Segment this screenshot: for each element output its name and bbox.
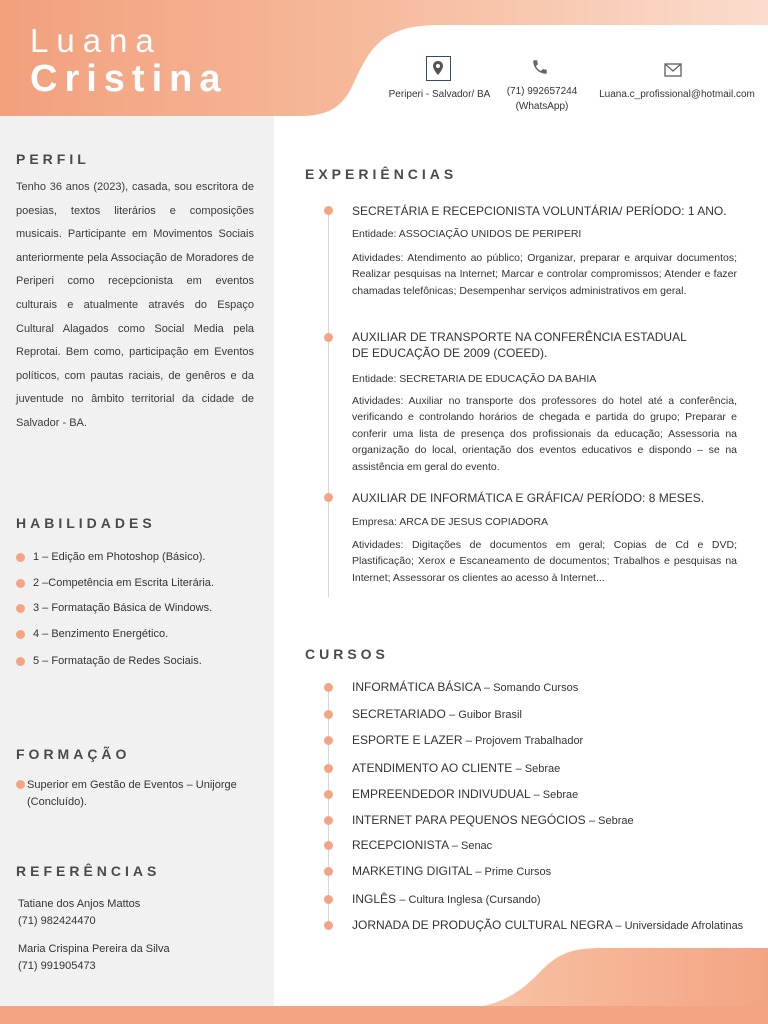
timeline-dot [324, 790, 333, 799]
habilidades-title: HABILIDADES [16, 515, 156, 531]
course-institution: – Universidade Afrolatinas [615, 920, 744, 932]
timeline-dot [324, 764, 333, 773]
course-name: JORNADA DE PRODUÇÃO CULTURAL NEGRA [352, 918, 613, 932]
course-item [352, 813, 634, 827]
course-institution: – Cultura Inglesa (Cursando) [399, 894, 541, 906]
experience-timeline [328, 211, 329, 597]
courses-timeline [328, 688, 329, 926]
course-institution: – Senac [451, 840, 493, 852]
location-pin-icon [426, 56, 451, 81]
course-name: INGLÊS [352, 892, 397, 906]
timeline-dot [324, 206, 333, 215]
course-institution: – Prime Cursos [475, 866, 552, 878]
course-item [352, 918, 743, 932]
perfil-text: Tenho 36 anos (2023), casada, sou escritora de poesias, textos literários e composições musicais. Participante em Movimentos Sociais anteriormente pela Associação de Moradores de Periperi como recepcionista em eventos culturais e atualmente através do Espaço Cultural Alagados como Social Media pela Reprotai. Bem como, participação em Eventos políticos, com pautas raciais, de genêros e da juventude no âmbito territorial da cidade de Salvador - BA. [16, 181, 254, 429]
experience-entity: Entidade: SECRETARIA DE EDUCAÇÃO DA BAHIA [352, 373, 597, 385]
timeline-dot [324, 921, 333, 930]
bullet-dot [16, 657, 25, 666]
envelope-icon [664, 63, 682, 82]
course-name: RECEPCIONISTA [352, 838, 449, 852]
course-institution: – Sebrae [533, 789, 579, 801]
course-institution: – Somando Cursos [484, 682, 579, 694]
timeline-dot [324, 841, 333, 850]
experiencias-title: EXPERIÊNCIAS [305, 166, 458, 182]
course-item [352, 707, 522, 721]
timeline-dot [324, 710, 333, 719]
location-text: Periperi - Salvador/ BA [388, 89, 491, 100]
course-name: SECRETARIADO [352, 707, 446, 721]
course-name: INTERNET PARA PEQUENOS NEGÓCIOS [352, 813, 586, 827]
course-institution: – Sebrae [515, 763, 561, 775]
phone-block [498, 84, 586, 114]
footer-bar [0, 1006, 768, 1024]
course-item [352, 892, 541, 906]
experience-entity: Entidade: ASSOCIAÇÃO UNIDOS DE PERIPERI [352, 228, 582, 240]
experience-title: AUXILIAR DE INFORMÁTICA E GRÁFICA/ PERÍODO: 8 MESES. [352, 491, 705, 505]
course-name: INFORMÁTICA BÁSICA [352, 680, 481, 694]
reference-item [18, 941, 170, 975]
skill-text: 5 – Formatação de Redes Sociais. [33, 655, 202, 667]
course-item [352, 761, 560, 775]
bullet-dot [16, 553, 25, 562]
course-institution: – Projovem Trabalhador [465, 735, 584, 747]
course-institution: – Sebrae [588, 815, 634, 827]
experience-title: AUXILIAR DE TRANSPORTE NA CONFERÊNCIA ESTADUAL DE EDUCAÇÃO DE 2009 (COEED). [352, 330, 687, 360]
formacao-title: FORMAÇÃO [16, 746, 131, 762]
formacao-line1: Superior em Gestão de Eventos – Unijorge [27, 779, 237, 791]
course-item [352, 733, 583, 747]
bullet-dot [16, 604, 25, 613]
timeline-dot [324, 683, 333, 692]
timeline-dot [324, 867, 333, 876]
reference-phone: (71) 991905473 [18, 960, 96, 972]
course-name: EMPREENDEDOR INDIVUDUAL [352, 787, 531, 801]
referencias-title: REFERÊNCIAS [16, 863, 161, 879]
cursos-title: CURSOS [305, 646, 389, 662]
phone-icon [531, 58, 549, 81]
skill-text: 3 – Formatação Básica de Windows. [33, 602, 213, 614]
skill-text: 1 – Edição em Photoshop (Básico). [33, 551, 206, 563]
experience-description: Atividades: Digitações de documentos em geral; Copias de Cd e DVD; Plastificação; Xerox e Escaneamento de documentos; Trabalhos e pesquisas na Internet; Assessorar os clientes ao acesso à Internet... [352, 539, 737, 584]
timeline-dot [324, 816, 333, 825]
bullet-dot [16, 630, 25, 639]
reference-name: Maria Crispina Pereira da Silva [18, 943, 170, 955]
course-name: MARKETING DIGITAL [352, 864, 473, 878]
reference-name: Tatiane dos Anjos Mattos [18, 898, 141, 910]
bullet-dot [16, 780, 25, 789]
course-item [352, 680, 578, 694]
course-item [352, 787, 578, 801]
first-name: Luana [30, 22, 162, 59]
skill-text: 2 –Competência em Escrita Literária. [33, 577, 214, 589]
phone-number: (71) 992657244 [506, 86, 578, 97]
formacao-line2: (Concluído). [27, 796, 87, 808]
timeline-dot [324, 333, 333, 342]
course-institution: – Guibor Brasil [449, 709, 522, 721]
experience-title: SECRETÁRIA E RECEPCIONISTA VOLUNTÁRIA/ PERÍODO: 1 ANO. [352, 204, 727, 218]
timeline-dot [324, 736, 333, 745]
reference-phone: (71) 982424470 [18, 915, 96, 927]
course-item [352, 864, 551, 878]
course-name: ESPORTE E LAZER [352, 733, 463, 747]
experience-entity: Empresa: ARCA DE JESUS COPIADORA [352, 516, 549, 528]
skill-text: 4 – Benzimento Energético. [33, 628, 169, 640]
experience-description: Atividades: Atendimento ao público; Organizar, preparar e arquivar documentos; Realizar pesquisas na Internet; Marcar e controlar compromissos; Atender e fazer chamadas telefônicas; Desempenhar serviços administrativos em geral. [352, 252, 737, 297]
email-link[interactable]: Luana.c_profissional@hotmail.com [599, 89, 755, 100]
timeline-dot [324, 895, 333, 904]
perfil-title: PERFIL [16, 151, 90, 167]
experience-description: Atividades: Auxiliar no transporte dos professores do hotel até a conferência, verificando e controlando horários de chegada e partida do grupo; Preparar e conferir uma lista de presença dos profissionais da educação; Assessoria na organização do local, orientação dos eventos educativos e dispondo – se na assistência em geral do evento. [352, 395, 737, 473]
phone-note: (WhatsApp) [515, 101, 569, 112]
reference-item [18, 896, 140, 930]
timeline-dot [324, 493, 333, 502]
footer-wave [274, 940, 768, 1010]
last-name: Cristina [30, 58, 228, 100]
bullet-dot [16, 579, 25, 588]
course-item [352, 838, 492, 852]
course-name: ATENDIMENTO AO CLIENTE [352, 761, 513, 775]
